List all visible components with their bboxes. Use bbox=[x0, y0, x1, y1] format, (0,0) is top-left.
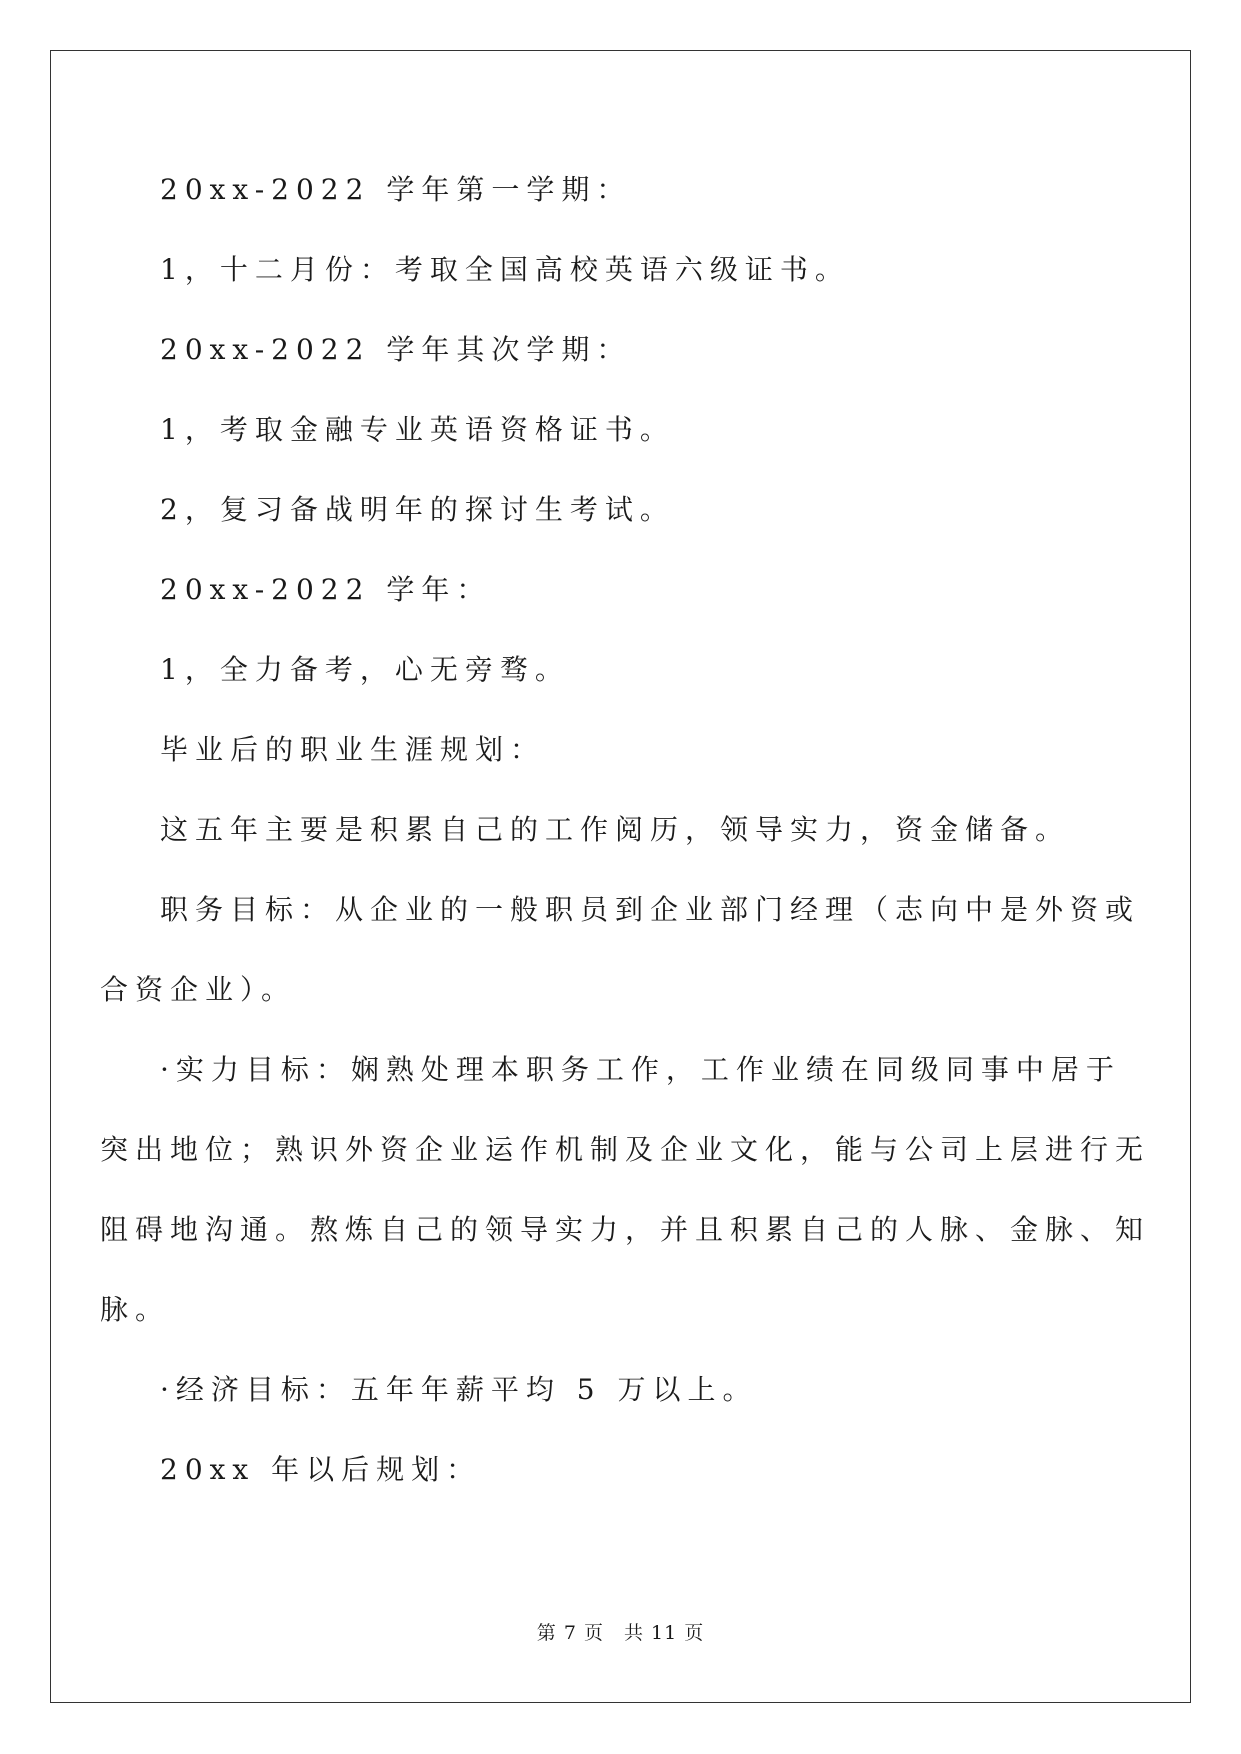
goal-ability-line1: ·实力目标：娴熟处理本职务工作，工作业绩在同级同事中居于 bbox=[160, 1053, 1121, 1086]
paragraph-term1-item1: 1，十二月份：考取全国高校英语六级证书。 bbox=[160, 253, 850, 286]
goal-ability-line2: 突出地位；熟识外资企业运作机制及企业文化，能与公司上层进行无 bbox=[100, 1133, 1151, 1166]
goal-ability-line3: 阻碍地沟通。熬炼自己的领导实力，并且积累自己的人脉、金脉、知 bbox=[100, 1213, 1151, 1246]
document-body bbox=[100, 150, 1151, 1510]
paragraph-term2-heading: 20xx-2022 学年其次学期： bbox=[160, 333, 632, 366]
paragraph-year-heading: 20xx-2022 学年： bbox=[160, 573, 492, 606]
goal-job-line2: 合资企业）。 bbox=[100, 973, 297, 1006]
paragraph-year-item1: 1，全力备考，心无旁骛。 bbox=[160, 653, 570, 686]
paragraph-five-years: 这五年主要是积累自己的工作阅历，领导实力，资金储备。 bbox=[160, 813, 1071, 846]
goal-economy: ·经济目标：五年年薪平均 5 万以上。 bbox=[160, 1373, 758, 1406]
paragraph-term1-heading: 20xx-2022 学年第一学期： bbox=[160, 173, 632, 206]
paragraph-term2-item2: 2，复习备战明年的探讨生考试。 bbox=[160, 493, 675, 526]
goal-job-line1: 职务目标：从企业的一般职员到企业部门经理（志向中是外资或 bbox=[160, 893, 1141, 926]
after-plan-heading: 20xx 年以后规划： bbox=[160, 1453, 482, 1486]
paragraph-term2-item1: 1，考取金融专业英语资格证书。 bbox=[160, 413, 675, 446]
paragraph-career-heading: 毕业后的职业生涯规划： bbox=[160, 733, 546, 766]
page-number-footer: 第 7 页 共 11 页 bbox=[536, 1622, 705, 1644]
goal-ability-line4: 脉。 bbox=[100, 1293, 171, 1326]
